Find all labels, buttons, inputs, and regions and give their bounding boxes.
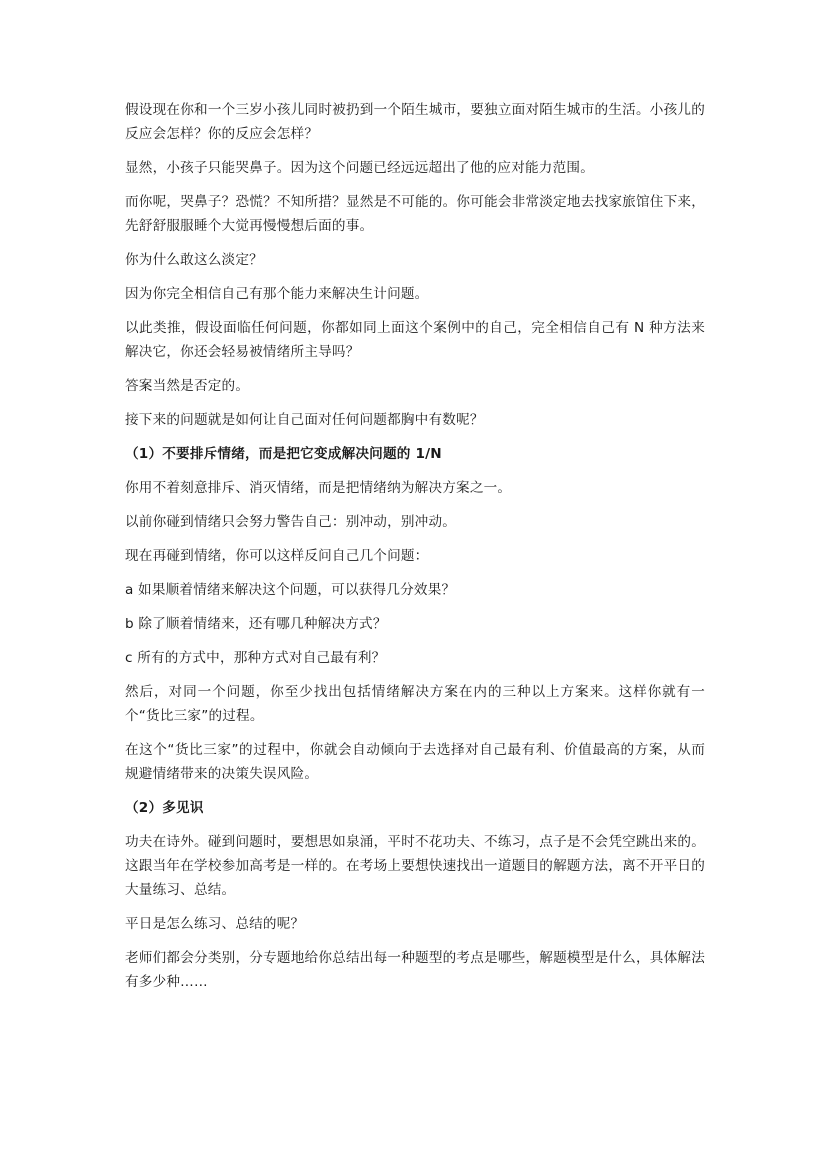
list-item-c: c 所有的方式中，那种方式对自己最有利？ [125,650,386,666]
paragraph-now: 现在再碰到情绪，你可以这样反问自己几个问题： [125,548,429,564]
paragraph-then: 然后，对同一个问题，你至少找出包括情绪解决方案在内的三种以上方案来。这样你就有一个“货比三家”的过程。 [125,684,705,724]
paragraph-no-reject: 你用不着刻意排斥、消灭情绪，而是把情绪纳为解决方案之一。 [125,480,512,496]
list-item-b: b 除了顺着情绪来，还有哪几种解决方式？ [125,616,387,632]
list-item-a: a 如果顺着情绪来解决这个问题，可以获得几分效果？ [125,582,456,598]
paragraph-how-practice: 平日是怎么练习、总结的呢？ [125,916,305,932]
paragraph-your-reaction: 而你呢，哭鼻子？恐慌？不知所措？显然是不可能的。你可能会非常淡定地去找家旅馆住下来，先舒舒服服睡个大觉再慢慢想后面的事。 [125,194,705,234]
paragraph-next-question: 接下来的问题就是如何让自己面对任何问题都胸中有数呢？ [125,412,484,428]
document-body [125,98,705,1004]
paragraph-teachers: 老师们都会分类别，分专题地给你总结出每一种题型的考点是哪些，解题模型是什么，具体解法有多少种…… [125,950,705,990]
paragraph-answer: 答案当然是否定的。 [125,378,250,394]
paragraph-why-calm: 你为什么敢这么淡定？ [125,252,263,268]
paragraph-before: 以前你碰到情绪只会努力警告自己：别冲动，别冲动。 [125,514,457,530]
paragraph-kungfu: 功夫在诗外。碰到问题时，要想思如泉涌，平时不花功夫、不练习，点子是不会凭空跳出来的。这跟当年在学校参加高考是一样的。在考场上要想快速找出一道题目的解题方法，离不开平日的大量练习、总结。 [125,834,705,898]
paragraph-compare: 在这个“货比三家”的过程中，你就会自动倾向于去选择对自己最有利、价值最高的方案，从而规避情绪带来的决策失误风险。 [125,742,705,782]
paragraph-child-reaction: 显然，小孩子只能哭鼻子。因为这个问题已经远远超出了他的应对能力范围。 [125,160,594,176]
paragraph-intro: 假设现在你和一个三岁小孩儿同时被扔到一个陌生城市，要独立面对陌生城市的生活。小孩儿的反应会怎样？你的反应会怎样？ [125,102,705,142]
paragraph-because: 因为你完全相信自己有那个能力来解决生计问题。 [125,286,429,302]
section-heading-1: （1）不要排斥情绪，而是把它变成解决问题的 1/N [125,446,442,462]
paragraph-analogy: 以此类推，假设面临任何问题，你都如同上面这个案例中的自己，完全相信自己有 N 种方法来解决它，你还会轻易被情绪所主导吗？ [125,320,705,360]
section-heading-2: （2）多见识 [125,800,204,816]
